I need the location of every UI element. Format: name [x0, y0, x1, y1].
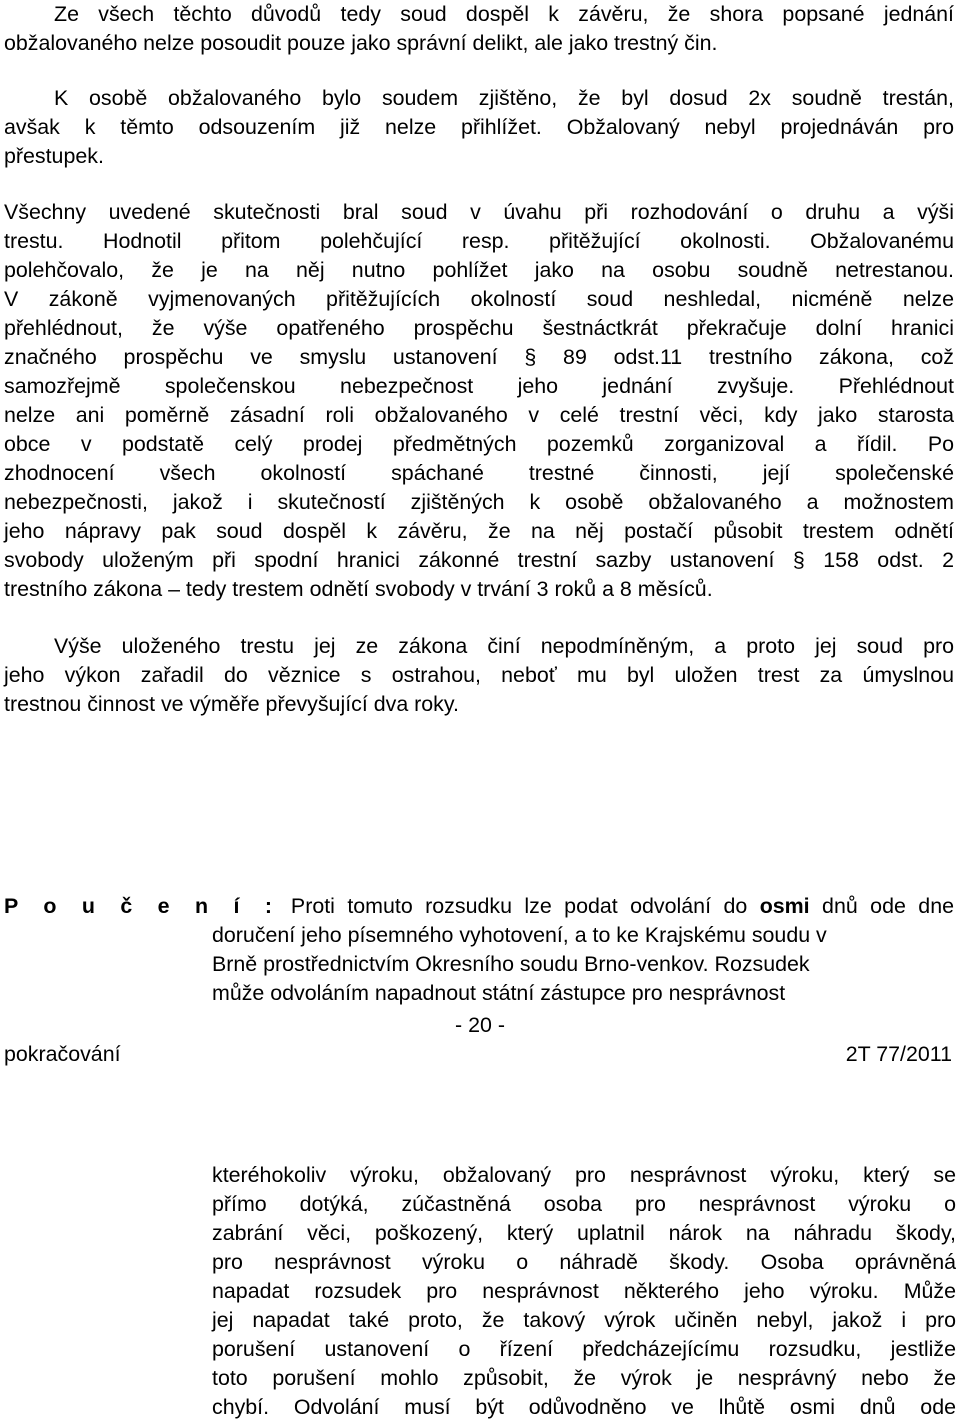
text-line: jeho výkon zařadil do věznice s ostrahou, neboť mu byl uložen trest za úmyslnou	[4, 663, 954, 687]
page-number: - 20 -	[455, 1013, 505, 1037]
text-line: porušení ustanovení o řízení předcházejícímu rozsudku, jestliže	[212, 1337, 956, 1361]
poucheni-text-post: dnů ode dne	[809, 894, 954, 918]
poucheni-section	[4, 892, 954, 921]
paragraph-prison-type	[4, 632, 954, 719]
text-line: zabrání věci, poškozený, který uplatnil nárok na náhradu škody,	[212, 1221, 956, 1245]
paragraph-conclusion	[4, 0, 954, 58]
poucheni-line: Brně prostřednictvím Okresního soudu Brno-venkov. Rozsudek	[212, 952, 810, 976]
text-line: svobody uloženým při spodní hranici zákonné trestní sazby ustanovení § 158 odst. 2	[4, 548, 954, 572]
text-line: jeho nápravy pak soud dospěl k závěru, že na něj postačí působit trestem odnětí	[4, 519, 954, 543]
paragraph-lines	[4, 632, 954, 719]
text-line: přehlédnout, že výše opatřeného prospěchu šestnáctkrát překračuje dolní hranici	[4, 316, 954, 340]
text-line: značného prospěchu ve smyslu ustanovení § 89 odst.11 trestního zákona, což	[4, 345, 954, 369]
text-line: chybí. Odvolání musí být odůvodněno ve lhůtě osmi dnů ode	[212, 1395, 956, 1419]
text-line: trestnou činnost ve výměře převyšující dva roky.	[4, 692, 459, 716]
text-line: Všechny uvedené skutečnosti bral soud v úvahu při rozhodování o druhu a výši	[4, 200, 954, 224]
continuation-lines	[212, 1161, 956, 1422]
poucheni-label: P o u č e n í :	[4, 894, 279, 918]
poucheni-text-pre: Proti tomuto rozsudku lze podat odvolání do	[290, 894, 760, 918]
text-line: kteréhokoliv výroku, obžalovaný pro nesprávnost výroku, který se	[212, 1163, 956, 1187]
continuation-block	[212, 1161, 956, 1422]
text-line: Ze všech těchto důvodů tedy soud dospěl k závěru, že shora popsané jednání	[54, 2, 954, 26]
paragraph-sentencing	[4, 198, 954, 604]
paragraph-lines	[4, 0, 954, 58]
poucheni-line: doručení jeho písemného vyhotovení, a to ke Krajskému soudu v	[212, 923, 827, 947]
poucheni-line: může odvoláním napadnout státní zástupce pro nesprávnost	[212, 981, 786, 1005]
text-line: avšak k těmto odsouzením již nelze přihlížet. Obžalovaný nebyl projednáván pro	[4, 115, 954, 139]
text-line: polehčovalo, že je na něj nutno pohlížet jako na osobu soudně netrestanou.	[4, 258, 954, 282]
text-line: nebezpečnosti, jakož i skutečností zjištěných k osobě obžalovaného a možnostem	[4, 490, 954, 514]
text-line: K osobě obžalovaného bylo soudem zjištěno, že byl dosud 2x soudně trestán,	[54, 86, 954, 110]
text-line: obžalovaného nelze posoudit pouze jako správní delikt, ale jako trestný čin.	[4, 31, 718, 55]
footer-continuation-label: pokračování	[4, 1042, 121, 1066]
text-line: přímo dotýká, zúčastněná osoba pro nesprávnost výroku o	[212, 1192, 956, 1216]
paragraph-prior-record	[4, 84, 954, 171]
text-line: pro nesprávnost výroku o náhradě škody. Osoba oprávněná	[212, 1250, 956, 1274]
paragraph-lines	[4, 84, 954, 171]
poucheni-first-line	[4, 892, 954, 921]
text-line: trestu. Hodnotil přitom polehčující resp. přitěžující okolnosti. Obžalovanému	[4, 229, 954, 253]
text-line: napadat rozsudek pro nesprávnost některého jeho výroku. Může	[212, 1279, 956, 1303]
text-line: zhodnocení všech okolností spáchané trestné činnosti, její společenské	[4, 461, 954, 485]
text-line: přestupek.	[4, 144, 104, 168]
paragraph-lines	[4, 198, 954, 604]
poucheni-deadline: osmi	[759, 894, 810, 918]
text-line: trestního zákona – tedy trestem odnětí svobody v trvání 3 roků a 8 měsíců.	[4, 577, 713, 601]
poucheni-body	[212, 921, 912, 1008]
text-line: jej napadat také proto, že takový výrok učiněn nebyl, jakož i pro	[212, 1308, 956, 1332]
text-line: Výše uloženého trestu jej ze zákona činí nepodmíněným, a proto jej soud pro	[54, 634, 954, 658]
text-line: samozřejmě společenskou nebezpečnost jeho jednání zvyšuje. Přehlédnout	[4, 374, 954, 398]
text-line: toto porušení mohlo způsobit, že výrok je nesprávný nebo že	[212, 1366, 956, 1390]
text-line: nelze ani poměrně zásadní roli obžalovaného v celé trestní věci, kdy jako starosta	[4, 403, 954, 427]
footer-case-number: 2T 77/2011	[845, 1042, 952, 1066]
text-line: obce v podstatě celý prodej předmětných pozemků zorganizoval a řídil. Po	[4, 432, 954, 456]
text-line: V zákoně vyjmenovaných přitěžujících okolností soud neshledal, nicméně nelze	[4, 287, 954, 311]
